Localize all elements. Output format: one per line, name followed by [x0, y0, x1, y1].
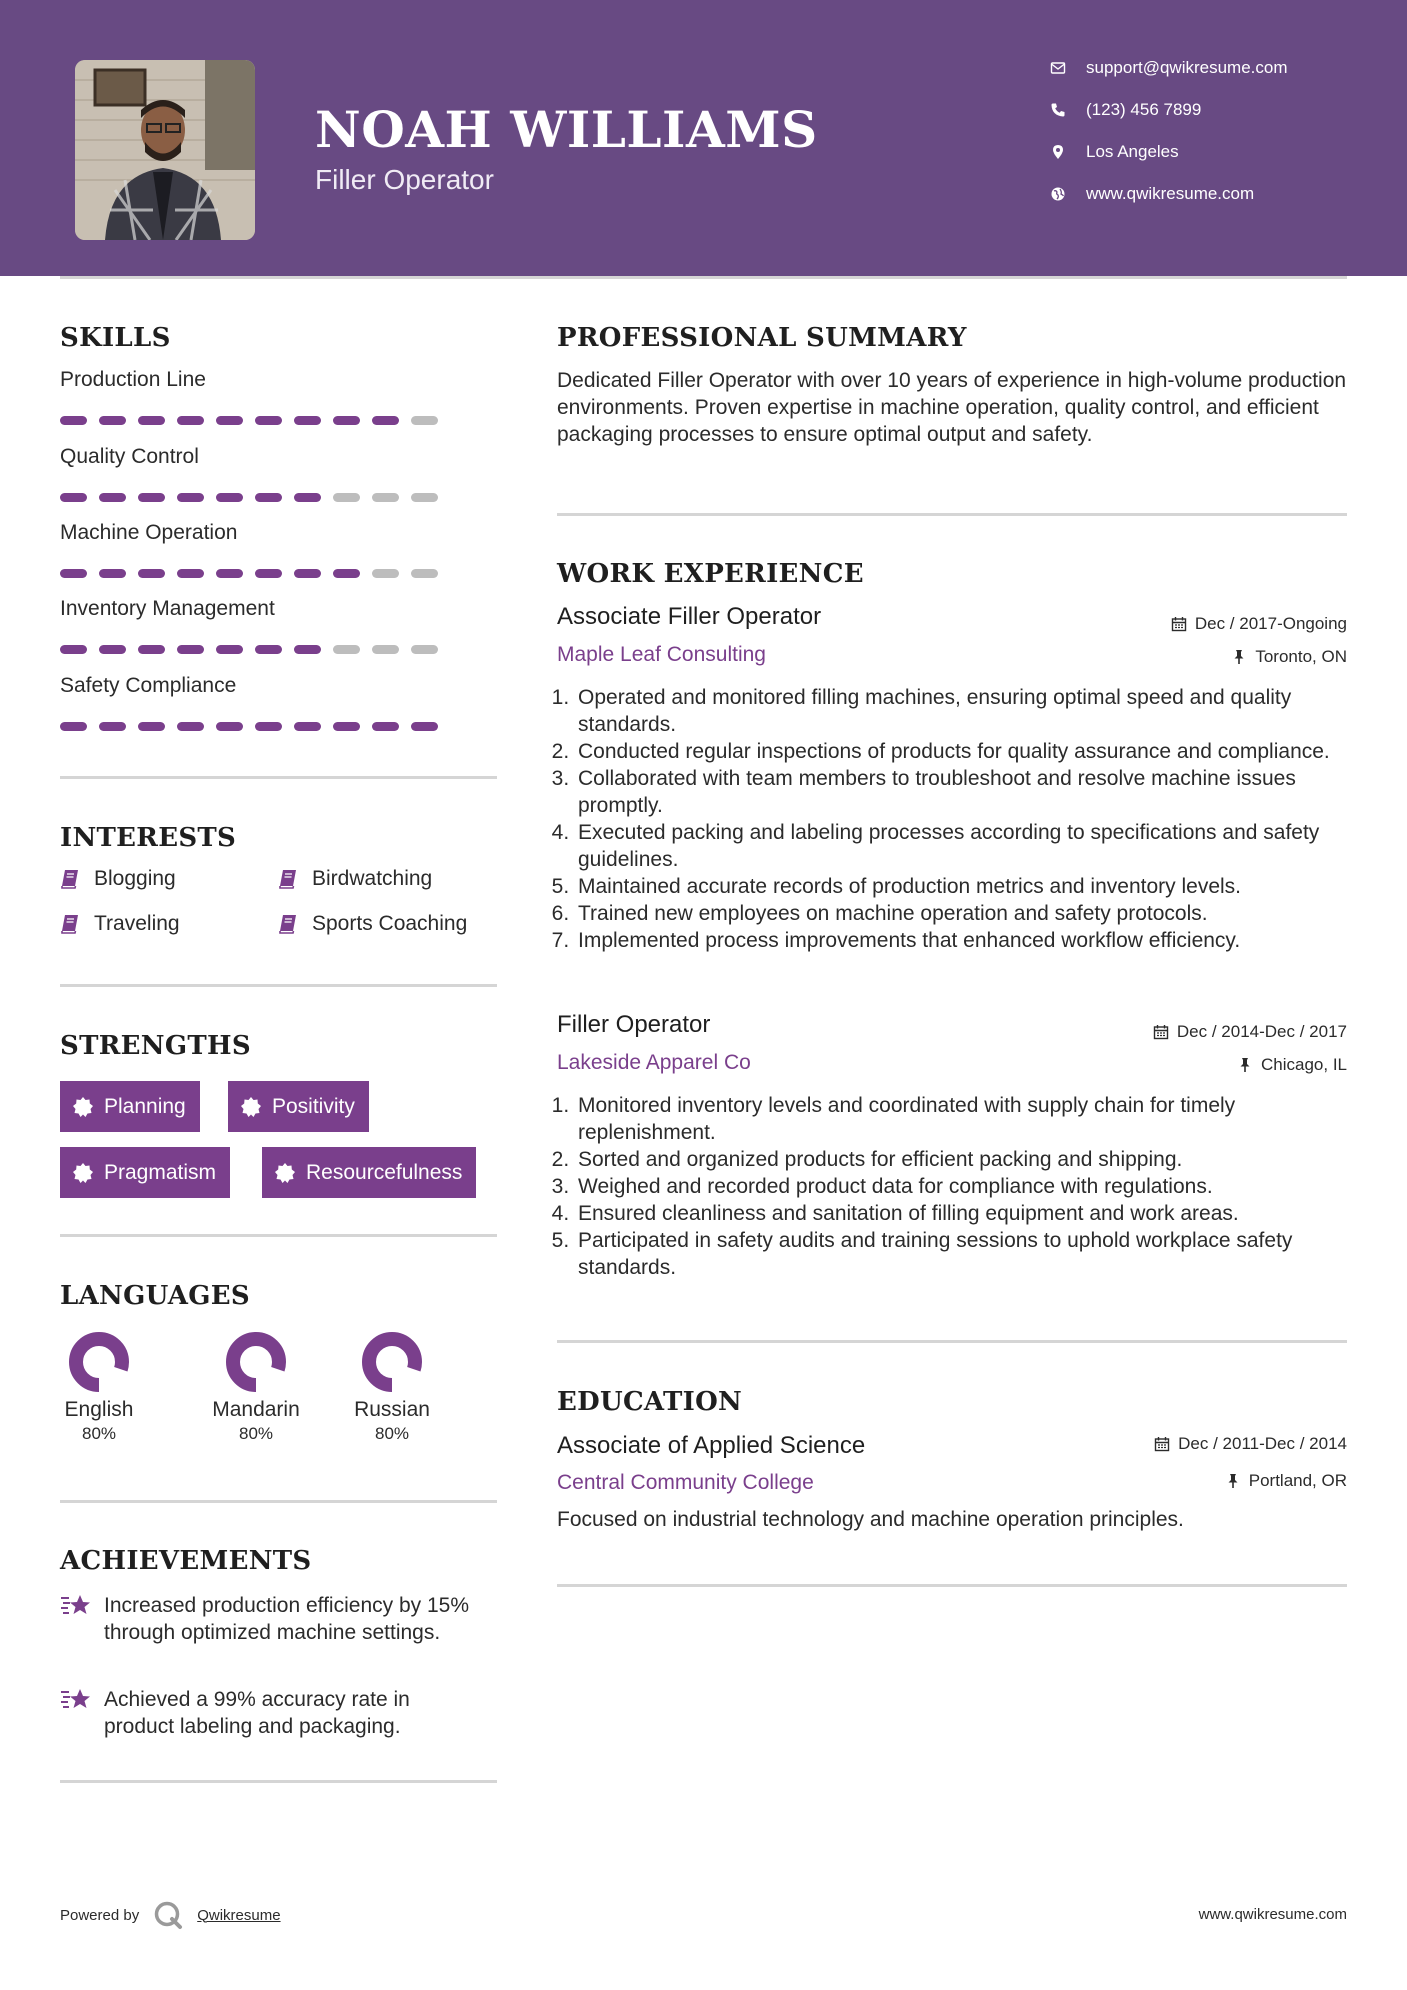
duty-item: 3. Collaborated with team members to troubleshoot and resolve machine issues promptly.: [575, 765, 1357, 819]
skill-dash-filled: [138, 722, 165, 731]
achievements-heading: ACHIEVEMENTS: [60, 1546, 312, 1576]
skill-dash-filled: [255, 493, 282, 502]
skill-dash-filled: [60, 493, 87, 502]
job-location: Toronto, ON: [1231, 647, 1347, 667]
language-name: English: [64, 1398, 134, 1421]
duty-item: 5. Maintained accurate records of production metrics and inventory levels.: [575, 873, 1357, 900]
pushpin-icon: [1237, 1057, 1253, 1073]
skill-dash-filled: [372, 722, 399, 731]
job-title: Filler Operator: [557, 1011, 711, 1038]
language-ring: [224, 1330, 288, 1394]
skill-dash-filled: [138, 645, 165, 654]
skill-label: Machine Operation: [60, 521, 238, 544]
strength-chip: Resourcefulness: [262, 1147, 476, 1198]
section-divider: [557, 513, 1347, 516]
skill-rating: [60, 493, 450, 502]
header-banner: [0, 0, 1407, 276]
skill-label: Safety Compliance: [60, 674, 237, 697]
skill-rating: [60, 416, 450, 425]
section-divider: [60, 1500, 497, 1503]
skill-dash-empty: [372, 645, 399, 654]
skill-dash-filled: [216, 493, 243, 502]
language-ring: [360, 1330, 424, 1394]
education-dates: Dec / 2011-Dec / 2014: [1154, 1434, 1347, 1454]
skill-dash-filled: [60, 416, 87, 425]
skill-dash-empty: [333, 645, 360, 654]
skills-heading: SKILLS: [60, 323, 171, 353]
contact-phone[interactable]: (123) 456 7899: [1050, 100, 1380, 120]
qwikresume-logo-icon: [153, 1900, 183, 1930]
pushpin-icon: [1231, 649, 1247, 665]
duty-item: 1. Operated and monitored filling machines, ensuring optimal speed and quality standards.: [575, 684, 1357, 738]
skill-dash-filled: [138, 416, 165, 425]
skill-dash-empty: [333, 493, 360, 502]
job-company: Lakeside Apparel Co: [557, 1051, 751, 1074]
job-duties: [557, 1092, 1357, 1281]
degree-title: Associate of Applied Science: [557, 1432, 866, 1459]
education-location: Portland, OR: [1225, 1471, 1347, 1491]
language-percent: 80%: [81, 1424, 117, 1443]
skill-dash-filled: [177, 645, 204, 654]
globe-icon: [1050, 186, 1086, 202]
interest-item: Sports Coaching: [278, 912, 467, 936]
duty-item: 1. Monitored inventory levels and coordinated with supply chain for timely replenishment.: [575, 1092, 1357, 1146]
achievement-item: Achieved a 99% accuracy rate in product labeling and packaging.: [60, 1686, 480, 1740]
skill-dash-filled: [177, 722, 204, 731]
book-icon: [60, 868, 80, 890]
language-name: Russian: [354, 1398, 430, 1421]
job-duties: [557, 684, 1357, 954]
section-divider: [557, 1584, 1347, 1587]
skill-dash-filled: [177, 569, 204, 578]
calendar-icon: [1153, 1024, 1169, 1040]
pushpin-icon: [1225, 1473, 1241, 1489]
language-item: [44, 1330, 154, 1444]
language-percent: 80%: [238, 1424, 274, 1443]
contact-website[interactable]: www.qwikresume.com: [1050, 184, 1380, 204]
job-company: Maple Leaf Consulting: [557, 643, 766, 666]
job-dates: Dec / 2014-Dec / 2017: [1153, 1022, 1347, 1042]
skill-dash-filled: [333, 722, 360, 731]
skill-dash-filled: [216, 416, 243, 425]
skill-label: Production Line: [60, 368, 206, 391]
skill-dash-filled: [333, 569, 360, 578]
duty-item: 7. Implemented process improvements that enhanced workflow efficiency.: [575, 927, 1357, 954]
skill-dash-filled: [177, 416, 204, 425]
skill-dash-filled: [255, 722, 282, 731]
section-divider: [60, 1780, 497, 1783]
calendar-icon: [1171, 616, 1187, 632]
skill-dash-filled: [255, 645, 282, 654]
achievement-item: Increased production efficiency by 15% through optimized machine settings.: [60, 1592, 480, 1646]
skill-dash-filled: [294, 416, 321, 425]
school-name: Central Community College: [557, 1471, 814, 1494]
location-pin-icon: [1050, 144, 1086, 160]
contact-location: Los Angeles: [1050, 142, 1380, 162]
summary-text: Dedicated Filler Operator with over 10 years of experience in high-volume production environments. Proven expertise in machine operation, quality control, and efficient packaging processes to ensure optimal output and safety.: [557, 369, 1347, 446]
skill-rating: [60, 645, 450, 654]
skill-dash-empty: [411, 645, 438, 654]
education-heading: EDUCATION: [557, 1387, 743, 1417]
skill-label: Inventory Management: [60, 597, 275, 620]
header-divider: [60, 276, 1347, 279]
skill-dash-filled: [60, 569, 87, 578]
education-description: Focused on industrial technology and machine operation principles.: [557, 1508, 1184, 1531]
skill-dash-empty: [411, 416, 438, 425]
star-award-icon: [60, 1686, 92, 1716]
section-divider: [60, 776, 497, 779]
skill-dash-empty: [372, 569, 399, 578]
skill-dash-filled: [255, 569, 282, 578]
skill-dash-filled: [99, 493, 126, 502]
job-title: Associate Filler Operator: [557, 603, 822, 630]
strength-chip: Positivity: [228, 1081, 369, 1132]
skill-dash-filled: [255, 416, 282, 425]
skill-dash-filled: [138, 493, 165, 502]
skill-dash-filled: [60, 645, 87, 654]
strengths-heading: STRENGTHS: [60, 1031, 251, 1061]
phone-icon: [1050, 102, 1086, 118]
footer-brand-link[interactable]: Qwikresume: [197, 1906, 281, 1924]
badge-icon: [240, 1096, 262, 1118]
skill-dash-filled: [294, 493, 321, 502]
language-name: Mandarin: [212, 1398, 300, 1421]
book-icon: [278, 913, 298, 935]
duty-item: 4. Executed packing and labeling processes according to specifications and safety guidelines.: [575, 819, 1357, 873]
contact-email[interactable]: support@qwikresume.com: [1050, 58, 1380, 78]
skill-dash-filled: [99, 722, 126, 731]
experience-heading: WORK EXPERIENCE: [557, 559, 864, 589]
envelope-icon: [1050, 60, 1086, 76]
strength-chip: Planning: [60, 1081, 200, 1132]
skill-dash-filled: [411, 722, 438, 731]
skill-dash-filled: [294, 645, 321, 654]
duty-item: 6. Trained new employees on machine operation and safety protocols.: [575, 900, 1357, 927]
skill-dash-filled: [294, 569, 321, 578]
language-item: [337, 1330, 447, 1444]
footer-powered-by: Powered by Qwikresume: [60, 1900, 281, 1930]
star-award-icon: [60, 1592, 92, 1622]
section-divider: [557, 1340, 1347, 1343]
languages-heading: LANGUAGES: [60, 1281, 250, 1311]
duty-item: 3. Weighed and recorded product data for compliance with regulations.: [575, 1173, 1357, 1200]
calendar-icon: [1154, 1436, 1170, 1452]
language-percent: 80%: [374, 1424, 410, 1443]
skill-dash-empty: [411, 569, 438, 578]
language-ring: [67, 1330, 131, 1394]
skill-dash-filled: [138, 569, 165, 578]
skill-dash-filled: [216, 645, 243, 654]
skill-rating: [60, 722, 450, 731]
duty-item: 2. Conducted regular inspections of products for quality assurance and compliance.: [575, 738, 1357, 765]
skill-dash-filled: [333, 416, 360, 425]
skill-label: Quality Control: [60, 445, 199, 468]
book-icon: [278, 868, 298, 890]
interests-heading: INTERESTS: [60, 823, 237, 853]
skill-dash-filled: [99, 416, 126, 425]
skill-dash-filled: [99, 569, 126, 578]
skill-dash-filled: [177, 493, 204, 502]
section-divider: [60, 984, 497, 987]
summary-heading: PROFESSIONAL SUMMARY: [557, 323, 967, 353]
skill-dash-filled: [216, 722, 243, 731]
skill-dash-filled: [99, 645, 126, 654]
interest-item: Traveling: [60, 912, 180, 936]
job-location: Chicago, IL: [1237, 1055, 1347, 1075]
interest-item: Birdwatching: [278, 867, 432, 891]
skill-dash-filled: [216, 569, 243, 578]
skill-dash-empty: [411, 493, 438, 502]
duty-item: 4. Ensured cleanliness and sanitation of filling equipment and work areas.: [575, 1200, 1357, 1227]
badge-icon: [72, 1162, 94, 1184]
skill-dash-filled: [294, 722, 321, 731]
job-dates: Dec / 2017-Ongoing: [1171, 614, 1347, 634]
badge-icon: [72, 1096, 94, 1118]
skill-rating: [60, 569, 450, 578]
strength-chip: Pragmatism: [60, 1147, 230, 1198]
skill-dash-filled: [372, 416, 399, 425]
skill-dash-filled: [60, 722, 87, 731]
badge-icon: [274, 1162, 296, 1184]
section-divider: [60, 1234, 497, 1237]
footer-website-link[interactable]: www.qwikresume.com: [1198, 1906, 1347, 1923]
book-icon: [60, 913, 80, 935]
duty-item: 2. Sorted and organized products for efficient packing and shipping.: [575, 1146, 1357, 1173]
candidate-title: Filler Operator: [315, 164, 494, 195]
interest-item: Blogging: [60, 867, 176, 891]
language-item: [201, 1330, 311, 1444]
profile-photo: [75, 60, 255, 240]
candidate-name: NOAH WILLIAMS: [315, 100, 818, 159]
duty-item: 5. Participated in safety audits and training sessions to uphold workplace safety standards.: [575, 1227, 1357, 1281]
skill-dash-empty: [372, 493, 399, 502]
